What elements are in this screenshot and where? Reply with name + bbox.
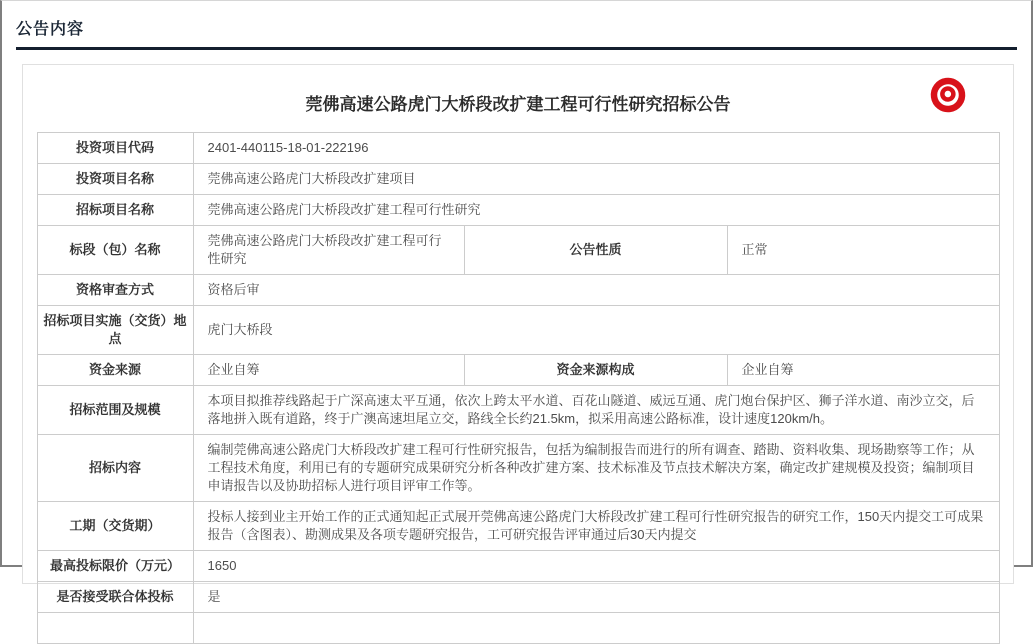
table-row xyxy=(37,195,999,226)
field-value: 莞佛高速公路虎门大桥段改扩建项目 xyxy=(193,164,999,195)
announcement-info-table xyxy=(37,132,1000,644)
field-label: 工期（交货期） xyxy=(37,502,193,551)
field-value: 正常 xyxy=(727,226,999,275)
table-row xyxy=(37,275,999,306)
announcement-content-box xyxy=(22,64,1014,604)
field-label: 资金来源构成 xyxy=(464,355,727,386)
field-value: 企业自筹 xyxy=(193,355,464,386)
field-label: 标段（包）名称 xyxy=(37,226,193,275)
table-row xyxy=(37,582,999,613)
section-divider xyxy=(16,47,1017,50)
table-row xyxy=(37,386,999,435)
field-value: 是 xyxy=(193,582,999,613)
field-value: 企业自筹 xyxy=(727,355,999,386)
red-rings-logo-icon xyxy=(929,75,967,115)
field-value xyxy=(193,613,999,644)
table-row xyxy=(37,435,999,502)
field-value: 1650 xyxy=(193,551,999,582)
field-label: 招标范围及规模 xyxy=(37,386,193,435)
table-row xyxy=(37,164,999,195)
table-row xyxy=(37,502,999,551)
field-value: 资格后审 xyxy=(193,275,999,306)
field-label: 招标项目名称 xyxy=(37,195,193,226)
field-label: 是否接受联合体投标 xyxy=(37,582,193,613)
section-title: 公告内容 xyxy=(16,21,85,38)
announcement-title: 莞佛高速公路虎门大桥段改扩建工程可行性研究招标公告 xyxy=(305,95,731,114)
field-label: 资格审查方式 xyxy=(37,275,193,306)
field-value: 编制莞佛高速公路虎门大桥段改扩建工程可行性研究报告，包括为编制报告而进行的所有调查、踏勘、资料收集、现场勘察等工作；从工程技术角度，利用已有的专题研究成果研究分析各种改扩建方案、技术标准及节点技术解决方案，确定改扩建规模及投资；编制项目申请报告以及协助招标人进行项目评审工作等。 xyxy=(193,435,999,502)
field-value: 2401-440115-18-01-222196 xyxy=(193,133,999,164)
field-value: 本项目拟推荐线路起于广深高速太平互通，依次上跨太平水道、百花山隧道、威远互通、虎门炮台保护区、狮子洋水道、南沙立交，后落地拼入既有道路，终于广澳高速坦尾立交，路线全长约21.5km，拟采用高速公路标准，设计速度120km/h。 xyxy=(193,386,999,435)
field-label: 资金来源 xyxy=(37,355,193,386)
table-row xyxy=(37,226,999,275)
table-row-partial xyxy=(37,613,999,644)
field-value: 莞佛高速公路虎门大桥段改扩建工程可行性研究 xyxy=(193,195,999,226)
field-label: 投资项目代码 xyxy=(37,133,193,164)
field-label: 公告性质 xyxy=(464,226,727,275)
table-row xyxy=(37,133,999,164)
field-value: 投标人接到业主开始工作的正式通知起正式展开莞佛高速公路虎门大桥段改扩建工程可行性研究报告的研究工作，150天内提交工可成果报告（含图表）、勘测成果及各项专题研究报告，工可研究报告评审通过后30天内提交 xyxy=(193,502,999,551)
section-header xyxy=(2,1,1031,41)
field-value: 莞佛高速公路虎门大桥段改扩建工程可行性研究 xyxy=(193,226,464,275)
table-row xyxy=(37,551,999,582)
field-value: 虎门大桥段 xyxy=(193,306,999,355)
field-label: 招标内容 xyxy=(37,435,193,502)
table-row xyxy=(37,306,999,355)
field-label xyxy=(37,613,193,644)
field-label: 招标项目实施（交货）地点 xyxy=(37,306,193,355)
table-row xyxy=(37,355,999,386)
field-label: 最高投标限价（万元） xyxy=(37,551,193,582)
field-label: 投资项目名称 xyxy=(37,164,193,195)
